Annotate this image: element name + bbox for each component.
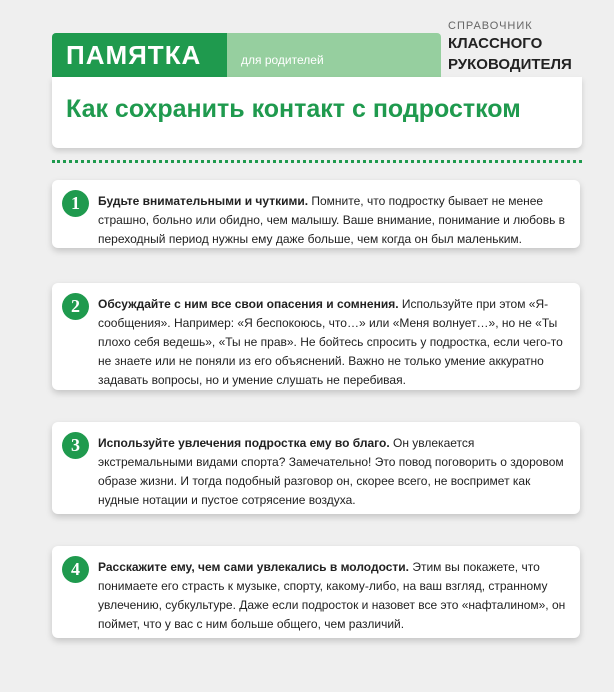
tip-bold-3: Используйте увлечения подростка ему во благо. — [98, 436, 390, 450]
tip-number-4: 4 — [62, 556, 89, 583]
subtitle-for-parents: для родителей — [227, 33, 441, 77]
tip-number-3: 3 — [62, 432, 89, 459]
tip-bold-2: Обсуждайте с ним все свои опасения и сомнения. — [98, 297, 399, 311]
reference-line1: КЛАССНОГО — [448, 35, 543, 52]
title-box — [52, 77, 582, 148]
page-title: Как сохранить контакт с подростком — [66, 95, 521, 123]
tip-body-1: Помните, что подростку бывает не менее страшно, больно или обидно, чем малышу. Ваше внимание, понимание и любовь в переходный период нужны ему даже больше, чем когда он был маленьким. — [98, 194, 566, 246]
tip-card-4 — [52, 546, 580, 638]
tip-text-1 — [98, 192, 566, 249]
reference-line2: РУКОВОДИТЕЛЯ — [448, 56, 572, 73]
tip-number-1: 1 — [62, 190, 89, 217]
reference-label — [448, 20, 588, 74]
tip-number-2: 2 — [62, 293, 89, 320]
tip-card-2 — [52, 283, 580, 390]
header — [0, 0, 614, 80]
tip-text-4 — [98, 558, 566, 634]
tip-body-3: Он увлекается экстремальными видами спорта? Замечательно! Это повод поговорить о здоровом образе жизни. И тогда подобный разговор он, скорее всего, не воспримет как нудные нотации и пустое сотрясение воздуха. — [98, 436, 564, 507]
badge-pamyatka: ПАМЯТКА — [52, 33, 227, 77]
dotted-divider — [52, 160, 582, 163]
tip-bold-1: Будьте внимательными и чуткими. — [98, 194, 309, 208]
tip-card-3 — [52, 422, 580, 514]
tip-body-2: Используйте при этом «Я-сообщения». Например: «Я беспокоюсь, что…» или «Меня волнует…», но не «Ты плохо себя ведешь», «Ты не прав». Не бойтесь спросить у подростка, если чего-то не знаете или не поняли из его объяснений. Важно не только умение аккуратно задавать вопросы, но и умение слушать не перебивая. — [98, 297, 563, 387]
tip-bold-4: Расскажите ему, чем сами увлекались в молодости. — [98, 560, 410, 574]
tip-body-4: Этим вы покажете, что понимаете его страсть к музыке, спорту, какому-либо, на ваш взгляд, странному увлечению, субкультуре. Даже если подросток и назовет все это «нафталином», он поймет, что у вас с ним больше общего, чем различий. — [98, 560, 566, 631]
tip-card-1 — [52, 180, 580, 248]
tip-text-3 — [98, 434, 566, 510]
reference-small: СПРАВОЧНИК — [448, 20, 533, 32]
tip-text-2 — [98, 295, 566, 390]
